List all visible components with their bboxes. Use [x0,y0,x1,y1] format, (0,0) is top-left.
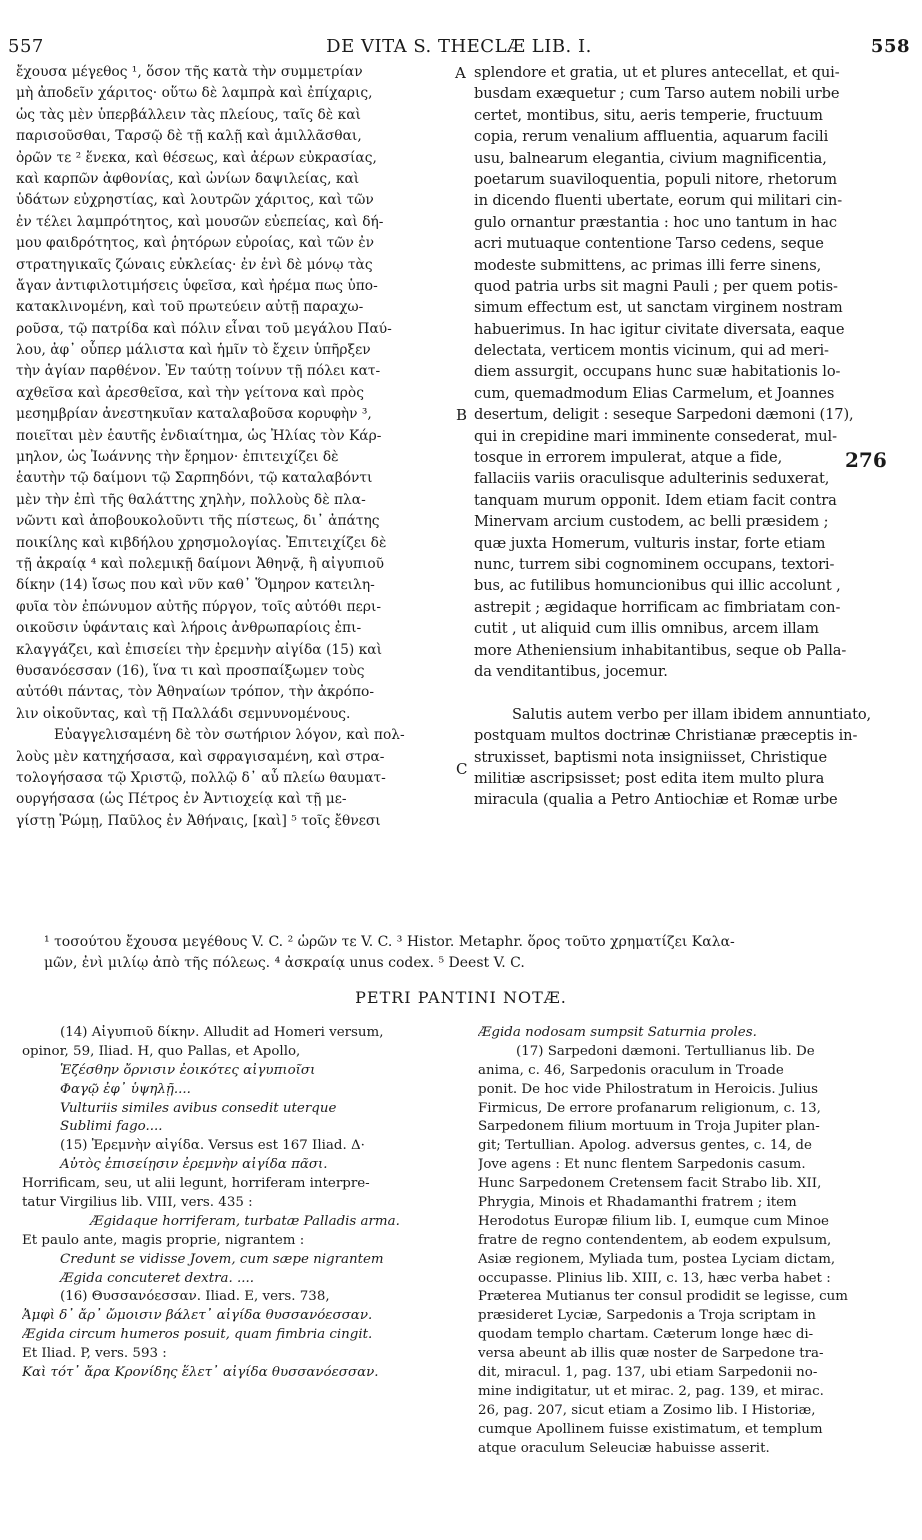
note-line: (16) Θυσσανόεσσαν. Iliad. E, vers. 738, [60,1289,330,1305]
latin-text-line: copia, rerum venalium affluentia, aquarum facili [474,128,829,146]
latin-text-line: struxisset, baptismi nota insigniisset, Christique [474,748,827,766]
greek-text-line: μὴ ἀποδεῖν χάριτος· οὕτω δὲ λαμπρὰ καὶ ἐπίχαρις, [16,85,373,102]
note-line: Credunt se vidisse Jovem, cum sæpe nigrantem [60,1251,384,1267]
latin-text-line: splendore et gratia, ut et plures antecellat, et qui- [474,64,840,81]
greek-text-line: ἔχουσα μέγεθος ¹, ὅσον τῆς κατὰ τὴν συμμετρίαν [16,64,363,80]
note-line: Ægidaque horriferam, turbatæ Palladis arma. [90,1213,400,1229]
note-line: (14) Αἰγυπιοῦ δίκην. Alludit ad Homeri versum, [60,1025,384,1040]
note-line: dit, miracul. 1, pag. 137, ubi etiam Sarpedonii no- [478,1365,818,1381]
latin-text-line: postquam multos doctrinæ Christianæ præceptis in- [474,727,858,745]
note-line: Horrificam, seu, ut alii legunt, horriferam interpre- [22,1176,370,1192]
greek-text-line: μεσημβρίαν ἀνεστηκυῖαν καταλαβοῦσα κορυφὴν ³, [16,406,372,423]
latin-text-line: cum, quemadmodum Elias Carmelum, et Joannes [474,384,835,402]
greek-text-line: λου, ἀφ᾽ οὗπερ μάλιστα καὶ ἡμῖν τὸ ἔχειν ὑπῆρξεν [16,342,371,359]
margin-letter-a: A [455,64,466,82]
latin-text-line: poetarum suaviloquentia, populi nitore, rhetorum [474,170,837,188]
latin-text-line: astrepit ; ægidaque horrificam ac fimbriatam con- [474,598,841,616]
note-line: Et Iliad. P, vers. 593 : [22,1346,167,1362]
note-line: Ægida circum humeros posuit, quam fimbria cingit. [22,1327,373,1343]
greek-text-line: οικοῦσιν ὑφάνταις καὶ λήροις ἀνθρωπαρίοις ἐπι- [16,620,362,637]
greek-text-line: μου φαιδρότητος, καὶ ῥητόρων εὐροίας, καὶ τῶν ἐν [16,235,375,252]
greek-text-line: ὑδάτων εὐχρηστίας, καὶ λουτρῶν χάριτος, καὶ τῶν [16,192,374,209]
latin-text-line: acri mutuaque contentione Tarso cedens, seque [474,235,824,253]
greek-text-line: λοὺς μὲν κατηχήσασα, καὶ σφραγισαμένη, καὶ στρα- [16,748,385,765]
latin-text-line: cutit , ut aliquid cum illis omnibus, arcem illam [474,620,819,638]
note-line: anima, c. 46, Sarpedonis oraculum in Troade [478,1062,784,1078]
latin-text-line: habuerimus. In hac igitur civitate diversata, eaque [474,320,845,338]
note-line: Et paulo ante, magis proprie, nigrantem : [22,1232,305,1248]
latin-text-line: certet, montibus, situ, aeris temperie, fructuum [474,106,823,124]
note-line: (15) Ἐρεμνὴν αἰγίδα. Versus est 167 Iliad. Δ· [60,1138,365,1154]
margin-letter-b: B [456,406,468,424]
note-line: 26, pag. 207, sicut etiam a Zosimo lib. I Historiæ, [478,1402,816,1418]
greek-text-line: ροῦσα, τῷ πατρίδα καὶ πόλιν εἶναι τοῦ μεγάλου Παύ- [16,320,392,337]
latin-text-line: diem assurgit, occupans hunc suæ habitationis lo- [474,363,841,381]
note-line: Ægida nodosam sumpsit Saturnia proles. [478,1025,757,1040]
note-line: Ἀμφὶ δ᾽ ἄρ᾽ ὤμοισιν βάλετ᾽ αἰγίδα θυσσανόεσσαν. [22,1308,373,1324]
note-line: cumque Apollinem fuisse existimatum, et templum [478,1421,823,1437]
note-line: Ægida concuteret dextra. .... [60,1270,255,1286]
latin-text-line: quod patria urbs sit magni Pauli ; per quem potis- [474,277,838,295]
greek-text-line: ὀρῶν τε ² ἕνεκα, καὶ θέσεως, καὶ ἀέρων εὐκρασίας, [16,149,377,166]
latin-text-line: more Atheniensium inhabitantibus, seque ob Palla- [474,641,847,659]
running-title: DE VITA S. THECLÆ LIB. I. [326,36,592,57]
column-number-mark: 276 [845,448,887,472]
note-line: (17) Sarpedoni dæmoni. Tertullianus lib. De [516,1043,815,1059]
greek-text-line: αὐτόθι πάντας, τὸν Ἀθηναίων τρόπον, τὴν ἀκρόπο- [16,684,374,701]
latin-text-line: modeste submittens, ac primas illi ferre sinens, [474,256,822,274]
greek-text-line: αχθεῖσα καὶ ἀρεσθεῖσα, καὶ τὴν γείτονα καὶ πρὸς [16,384,364,401]
latin-text-line: tanquam murum opponit. Idem etiam facit contra [474,491,837,509]
note-line: Καὶ τότ᾽ ἄρα Κρονίδης ἕλετ᾽ αἰγίδα θυσσανόεσσαν. [22,1365,379,1381]
note-line: Ἑζέσθην ὄρνισιν ἐοικότες αἰγυπιοῖσι [60,1062,316,1078]
notes-left-column [22,1024,462,1383]
note-line: præsideret Lyciæ, Sarpedonis a Troja scriptam in [478,1308,816,1324]
note-line: Asiæ regionem, Myliada tum, postea Lyciam dictam, [478,1251,836,1267]
latin-text-line: quæ juxta Homerum, vulturis instar, forte etiam [474,534,826,552]
latin-text-line: da venditantibus, jocemur. [474,662,668,680]
note-line: mine indigitatur, ut et mirac. 2, pag. 139, et mirac. [478,1383,824,1399]
note-line: Præterea Mutianus ter consul prodidit se legisse, cum [478,1289,848,1305]
note-line: Αὐτὸς ἐπισείῃσιν ἐρεμνὴν αἰγίδα πᾶσι. [60,1157,328,1173]
latin-text-line: bus, ac futilibus homuncionibus qui illic accolunt , [474,577,841,595]
latin-text-line: delectata, verticem montis vicinum, qui ad meri- [474,342,829,360]
greek-text-line: λιν οἰκοῦντας, καὶ τῇ Παλλάδι σεμνυνομένους. [16,705,351,722]
note-line: occupasse. Plinius lib. XIII, c. 13, hæc verba habet : [478,1270,831,1286]
note-line: Vulturiis similes avibus consedit uterque [60,1100,337,1116]
greek-text-column [16,62,454,832]
note-line: tatur Virgilius lib. VIII, vers. 435 : [22,1195,253,1211]
greek-text-line: καὶ καρπῶν ἀφθονίας, καὶ ὠνίων δαψιλείας, καὶ [16,170,360,187]
running-header [8,36,910,60]
greek-text-line: νῶντι καὶ ἀποβουκολοῦντι τῆς πίστεως, δι᾽ ἀπάτης [16,513,380,530]
greek-text-line: ποιεῖται μὲν ἑαυτῆς ἐνδιαίτημα, ὡς Ἠλίας τὸν Κάρ- [16,427,382,444]
greek-text-line: ἑαυτὴν τῷ δαίμονι τῷ Σαρπηδόνι, τῷ καταλαβόντι [16,470,373,487]
note-line: Hunc Sarpedonem Cretensem facit Strabo lib. XII, [478,1176,822,1192]
note-line: Phrygia, Minois et Rhadamanthi fratrem ; item [478,1195,797,1211]
greek-text-line: Εὐαγγελισαμένη δὲ τὸν σωτήριον λόγον, καὶ πολ- [54,727,405,744]
greek-text-line: ἄγαν ἀντιφιλοτιμήσεις ὑφεῖσα, καὶ ἠρέμα πως ὑπο- [16,277,378,294]
note-line: quodam templo chartam. Cæterum longe hæc di- [478,1327,814,1343]
note-line: git; Tertullian. Apolog. adversus gentes, c. 14, de [478,1138,812,1154]
greek-text-line: γίστῃ Ῥώμῃ, Παῦλος ἐν Ἀθήναις, [καὶ] ⁵ τοῖς ἔθνεσι [16,812,381,829]
latin-text-line: miracula (qualia a Petro Antiochiæ et Romæ urbe [474,791,838,809]
greek-text-line: κλαγγάζει, καὶ ἐπισείει τὴν ἐρεμνὴν αἰγίδα (15) καὶ [16,641,383,658]
greek-text-line: θυσανόεσσαν (16), ἵνα τι καὶ προσπαίξωμεν τοὺς [16,662,365,679]
latin-text-line: busdam exæquetur ; cum Tarso autem nobili urbe [474,85,840,103]
latin-text-line [474,682,914,703]
latin-text-line: in dicendo fluenti ubertate, eorum qui militari cin- [474,192,843,210]
latin-text-column [474,62,914,811]
latin-text-line: fallaciis variis oraculisque adulterinis seduxerat, [474,470,830,488]
latin-text-line: Minervam arcium custodem, ac belli præsidem ; [474,513,829,531]
note-line: Firmicus, De errore profanarum religionum, c. 13, [478,1100,821,1116]
greek-text-line: κατακλινομένη, καὶ τοῦ πρωτεύειν αὐτῇ παραχω- [16,299,364,316]
greek-text-line: ουργήσασα (ὡς Πέτρος ἐν Ἀντιοχείᾳ καὶ τῇ με- [16,791,347,808]
latin-text-line: gulo ornantur præstantia : hoc uno tantum in hac [474,213,837,231]
greek-text-line: ποικίλης καὶ κιβδήλου χρησμολογίας. Ἐπιτειχίζει δὲ [16,534,387,551]
greek-text-line: ἐν τέλει λαμπρότητος, καὶ μουσῶν εὐεπείας, καὶ δή- [16,213,384,230]
greek-text-line: μηλον, ὡς Ἰωάννης τὴν ἔρημον· ἐπιτειχίζει δὲ [16,449,339,466]
left-page-number: 557 [8,36,44,57]
note-line: Sarpedonem filium mortuum in Troja Jupiter plan- [478,1119,820,1135]
note-line: atque oraculum Seleuciæ habuisse asserit. [478,1440,770,1456]
latin-text-line: simum effectum est, ut sanctam virginem nostram [474,299,843,317]
latin-text-line: qui in crepidine mari imminente consederat, mul- [474,427,837,445]
greek-text-line: δίκην (14) ἴσως που καὶ νῦν καθ᾽ Ὅμηρον κατειλη- [16,577,375,594]
latin-text-line: tosque in errorem impulerat, atque a fide, [474,449,783,467]
note-line: fratre de regno contendentem, ab eodem expulsum, [478,1232,832,1248]
latin-text-line: nunc, turrem sibi cognominem occupans, textori- [474,555,835,573]
notes-right-column [478,1024,914,1458]
apparatus-line: ¹ τοσούτου ἔχουσα μεγέθους V. C. ² ὡρῶν τε V. C. ³ Histor. Metaphr. ὅρος τοῦτο χρηματίζει Καλα- [44,934,735,950]
greek-text-line: παρισοῦσθαι, Ταρσῷ δὲ τῇ καλῇ καὶ ἁμιλλᾶσθαι, [16,128,362,145]
latin-text-line: usu, balnearum elegantia, civium magnificentia, [474,149,827,167]
note-line: Φαγῷ ἐφ᾽ ὑψηλῇ.... [60,1081,191,1097]
margin-letter-c: C [456,760,468,778]
note-line: versa abeunt ab illis quæ noster de Sarpedone tra- [478,1346,824,1362]
greek-text-line: στρατηγικαῖς ζώναις εὐκλείας· ἐν ἑνὶ δὲ μόνῳ τὰς [16,256,373,273]
note-line: opinor, 59, Iliad. H, quo Pallas, et Apollo, [22,1043,301,1059]
greek-text-line: μὲν τὴν ἐπὶ τῆς θαλάττης χηλὴν, πολλοὺς δὲ πλα- [16,491,366,508]
critical-apparatus [44,932,904,974]
greek-text-line: ὡς τὰς μὲν ὑπερβάλλειν τὰς πλείους, ταῖς δὲ καὶ [16,106,361,123]
greek-text-line: φυῖα τὸν ἐπώνυμον αὐτῆς πύργον, τοῖς αὐτόθι περι- [16,598,382,615]
note-line: Jove agens : Et nunc flentem Sarpedonis casum. [478,1157,806,1173]
latin-text-line: desertum, deligit : seseque Sarpedoni dæmoni (17), [474,406,854,424]
greek-text-line: τολογήσασα τῷ Χριστῷ, πολλῷ δ᾽ αὖ πλείω θαυματ- [16,769,386,786]
note-line: ponit. De hoc vide Philostratum in Heroicis. Julius [478,1081,818,1097]
greek-text-line: τῇ ἀκραίᾳ ⁴ καὶ πολεμικῇ δαίμονι Ἀθηνᾷ, ἣ αἰγυπιοῦ [16,555,385,572]
notes-title: PETRI PANTINI NOTÆ. [355,988,567,1007]
greek-text-line: τὴν ἁγίαν παρθένον. Ἐν ταύτῃ τοίνυν τῇ πόλει κατ- [16,363,381,380]
latin-text-line: Salutis autem verbo per illam ibidem annuntiato, [512,705,872,723]
note-line: Herodotus Europæ filium lib. I, eumque cum Minoe [478,1213,829,1229]
apparatus-line: μῶν, ἐνὶ μιλίῳ ἀπὸ τῆς πόλεως. ⁴ ἀσκραίᾳ unus codex. ⁵ Deest V. C. [44,955,525,971]
right-page-number: 558 [870,36,910,57]
note-line: Sublimi fago.... [60,1119,163,1135]
latin-text-line: militiæ ascripsisset; post edita item multo plura [474,769,825,787]
